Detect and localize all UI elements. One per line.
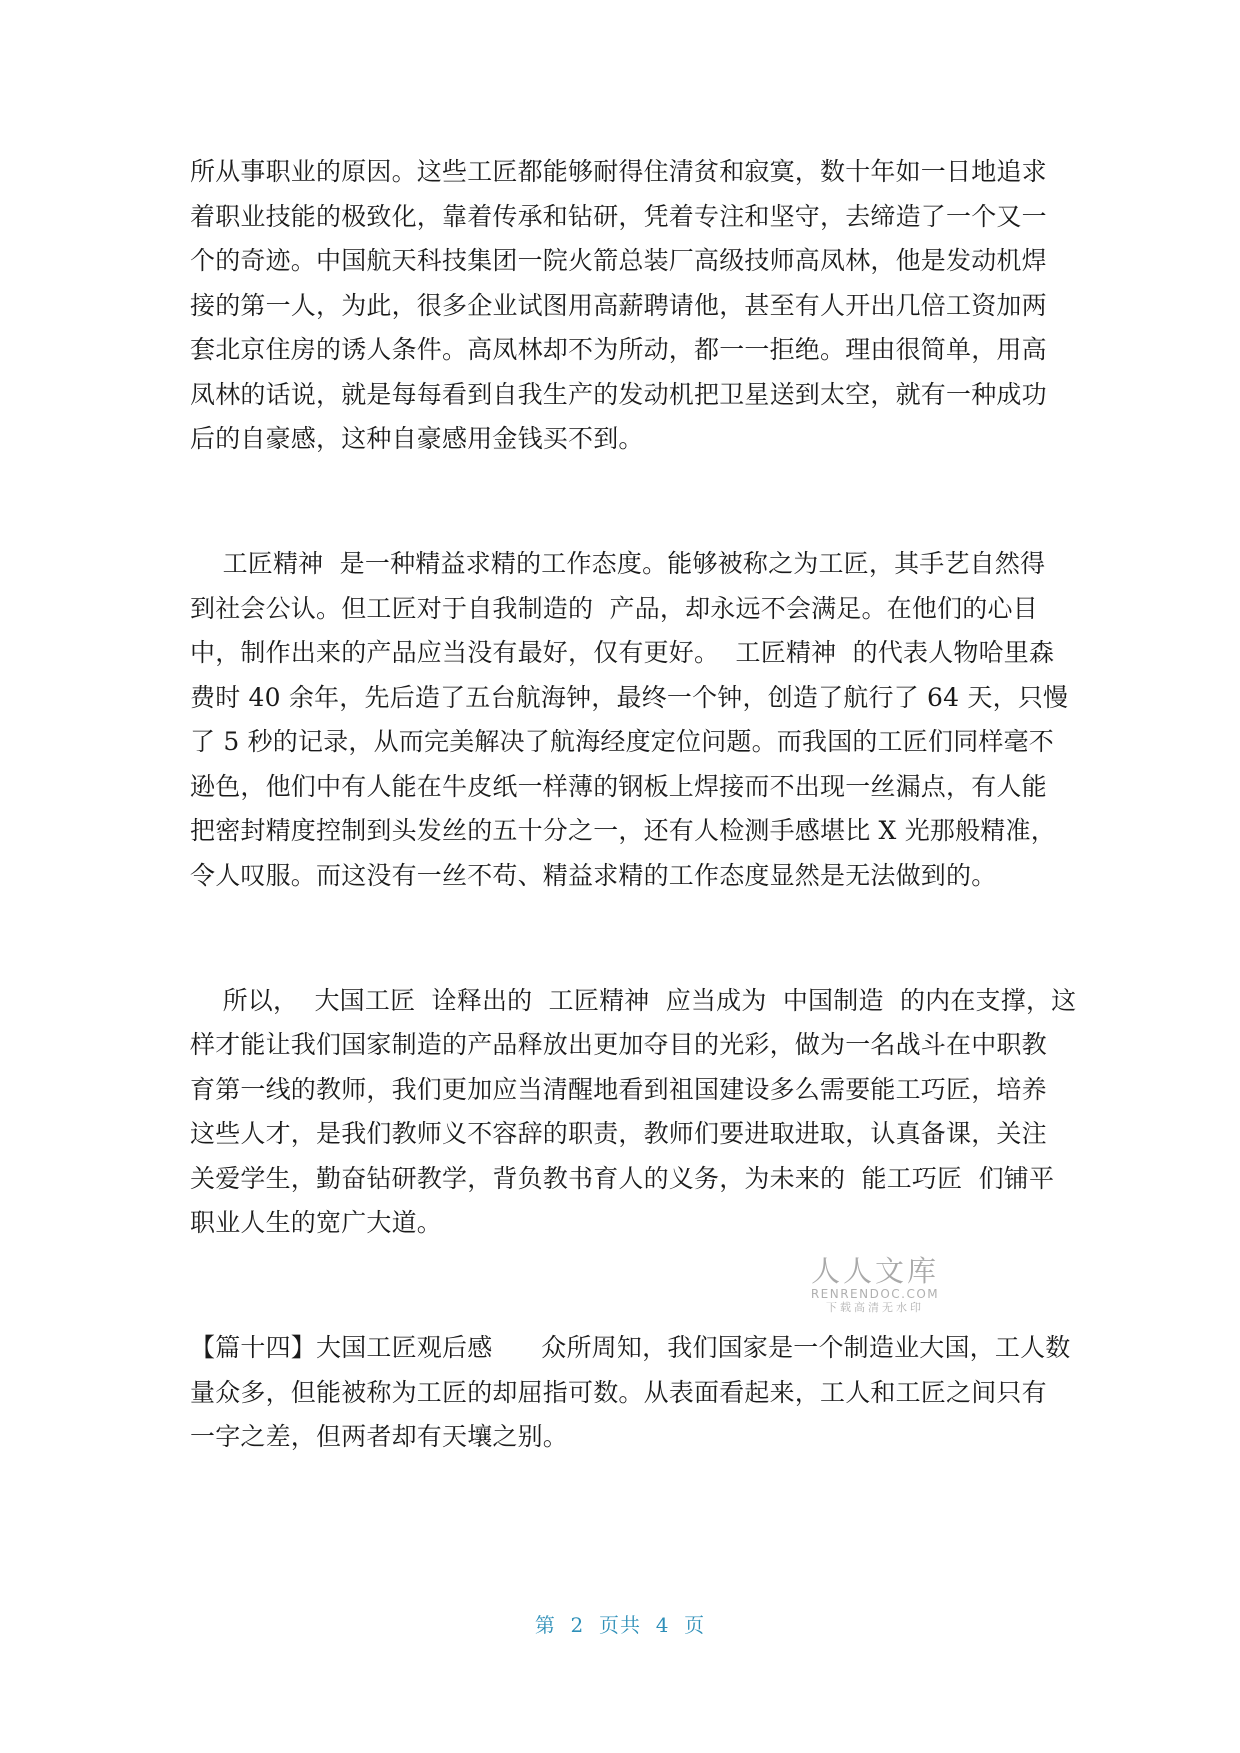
text-line: 这些人才，是我们教师义不容辞的职责，教师们要进取进取，认真备课，关注 [190, 1119, 1047, 1148]
watermark-logo [810, 1255, 940, 1315]
text-line: 一字之差，但两者却有天壤之别。 [190, 1422, 569, 1451]
text-line: 了 5 秒的记录，从而完美解决了航海经度定位问题。而我国的工匠们同样毫不 [190, 727, 1055, 756]
text-line: 所以， 大国工匠 诠释出的 工匠精神 应当成为 中国制造 的内在支撑，这 [190, 986, 1077, 1015]
text-line: 令人叹服。而这没有一丝不苟、精益求精的工作态度显然是无法做到的。 [190, 861, 997, 890]
text-line: 把密封精度控制到头发丝的五十分之一，还有人检测手感堪比 X 光那般精准， [190, 816, 1056, 845]
text-line: 凤林的话说，就是每每看到自我生产的发动机把卫星送到太空，就有一种成功 [190, 380, 1047, 409]
text-line: 中，制作出来的产品应当没有最好，仅有更好。 工匠精神 的代表人物哈里森 [190, 638, 1055, 667]
watermark-subtitle: 下载高清无水印 [826, 1301, 924, 1314]
text-line: 费时 40 余年，先后造了五台航海钟，最终一个钟，创造了航行了 64 天，只慢 [190, 683, 1069, 712]
text-line: 到社会公认。但工匠对于自我制造的 产品，却永远不会满足。在他们的心目 [190, 594, 1038, 623]
text-line: 量众多，但能被称为工匠的却屈指可数。从表面看起来，工人和工匠之间只有 [190, 1378, 1047, 1407]
text-line: 着职业技能的极致化，靠着传承和钻研，凭着专注和坚守，去缔造了一个又一 [190, 202, 1047, 231]
text-line: 关爱学生，勤奋钻研教学，背负教书育人的义务，为未来的 能工巧匠 们铺平 [190, 1164, 1055, 1193]
text-line: 【篇十四】大国工匠观后感 众所周知，我们国家是一个制造业大国，工人数 [190, 1333, 1071, 1362]
text-line: 后的自豪感，这种自豪感用金钱买不到。 [190, 424, 644, 453]
text-line: 职业人生的宽广大道。 [190, 1208, 443, 1237]
text-line: 接的第一人，为此，很多企业试图用高薪聘请他，甚至有人开出几倍工资加两 [190, 291, 1047, 320]
text-line: 育第一线的教师，我们更加应当清醒地看到祖国建设多么需要能工巧匠，培养 [190, 1075, 1047, 1104]
text-line: 套北京住房的诱人条件。高凤林却不为所动，都一一拒绝。理由很简单，用高 [190, 335, 1047, 364]
text-line: 逊色，他们中有人能在牛皮纸一样薄的钢板上焊接而不出现一丝漏点，有人能 [190, 772, 1047, 801]
text-line: 个的奇迹。中国航天科技集团一院火箭总装厂高级技师高凤林，他是发动机焊 [190, 246, 1047, 275]
page-number-footer: 第 2 页共 4 页 [534, 1613, 706, 1637]
watermark-url: RENRENDOC.COM [810, 1287, 940, 1301]
text-line: 所从事职业的原因。这些工匠都能够耐得住清贫和寂寞，数十年如一日地追求 [190, 157, 1047, 186]
text-line: 工匠精神 是一种精益求精的工作态度。能够被称之为工匠，其手艺自然得 [190, 549, 1046, 578]
watermark-title: 人人文库 [810, 1254, 939, 1288]
text-line: 样才能让我们国家制造的产品释放出更加夺目的光彩，做为一名战斗在中职教 [190, 1030, 1047, 1059]
